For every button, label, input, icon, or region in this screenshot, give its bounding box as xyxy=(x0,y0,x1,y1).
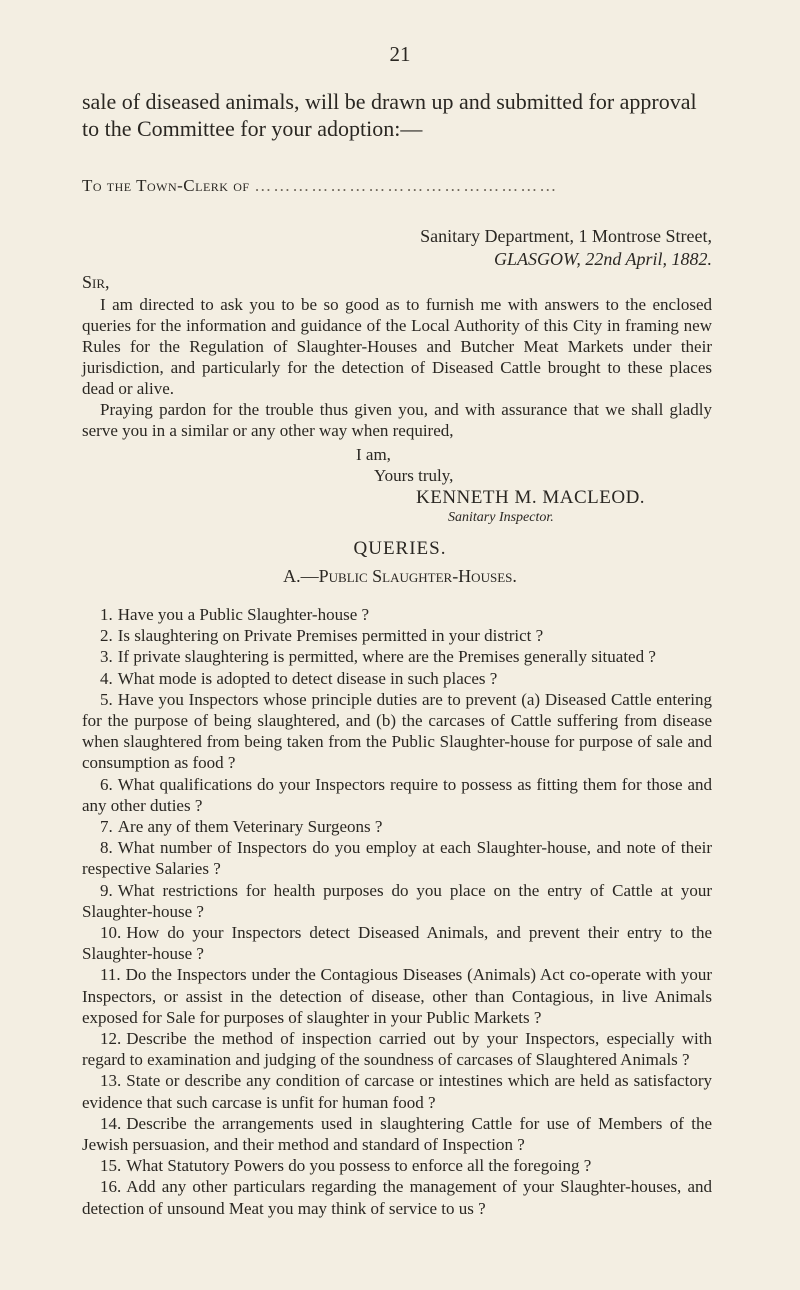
query-number: 12. xyxy=(100,1029,122,1049)
query-text: If private slaughtering is permitted, where are the Premises generally situated ? xyxy=(117,647,656,667)
intro-paragraph: sale of diseased animals, will be drawn up and submitted for approval to the Committee for your adoption:— xyxy=(82,89,697,141)
letter-address: Sanitary Department, 1 Montrose Street, xyxy=(420,226,712,246)
query-item xyxy=(82,625,712,646)
query-number: 14. xyxy=(100,1113,122,1133)
closing-valediction: Yours truly, xyxy=(374,466,454,485)
query-number: 16. xyxy=(100,1177,122,1197)
letter-paragraph: Praying pardon for the trouble thus given you, and with assurance that we shall gladly serve you in a similar or any other way when required, xyxy=(82,400,712,440)
query-text: What Statutory Powers do you possess to enforce all the foregoing ? xyxy=(126,1156,592,1176)
addressee-dots: ………………………………………… xyxy=(254,176,559,195)
query-text: Describe the arrangements used in slaughtering Cattle for use of Members of the Jewish persuasion, and their method and standard of Inspection ? xyxy=(82,1113,712,1155)
query-text: How do your Inspectors detect Diseased Animals, and prevent their entry to the Slaughter-house ? xyxy=(82,923,712,964)
query-text: What number of Inspectors do you employ at each Slaughter-house, and note of their respective Salaries ? xyxy=(82,838,712,879)
closing-line: I am, xyxy=(356,445,391,464)
query-text: Have you Inspectors whose principle duties are to prevent (a) Diseased Cattle entering for the purpose of being slaughtered, and (b) the carcases of Cattle suffering from disease when slaughtered from being taken from the Public Slaughter-house for purpose of sale and consumption as food ? xyxy=(82,689,712,773)
addressee-label: To the Town-Clerk of xyxy=(82,176,250,195)
query-number: 3. xyxy=(100,647,113,667)
query-text: What restrictions for health purposes do you place on the entry of Cattle at your Slaughter-house ? xyxy=(82,880,712,921)
queries-list xyxy=(82,604,712,1219)
letter-place-date: GLASGOW, 22nd April, 1882. xyxy=(493,249,712,269)
query-number: 15. xyxy=(100,1156,122,1176)
query-item xyxy=(82,668,712,689)
query-number: 11. xyxy=(100,965,121,985)
query-text: Add any other particulars regarding the management of your Slaughter-houses, and detection of unsound Meat you may think of service to us ? xyxy=(82,1177,712,1218)
addressee-line xyxy=(82,176,712,196)
query-text: Have you a Public Slaughter-house ? xyxy=(117,605,370,624)
query-number: 10. xyxy=(100,923,122,943)
query-number: 6. xyxy=(100,774,113,794)
letter-body xyxy=(82,294,712,441)
query-item xyxy=(82,774,712,816)
signer-role: Sanitary Inspector. xyxy=(448,510,554,525)
salutation: Sir, xyxy=(82,272,110,292)
query-item xyxy=(82,922,712,964)
query-item xyxy=(82,837,712,879)
query-text: Is slaughtering on Private Premises permitted in your district ? xyxy=(117,626,544,646)
query-number: 1. xyxy=(100,605,113,624)
query-number: 7. xyxy=(100,817,113,837)
query-number: 2. xyxy=(100,626,113,646)
queries-heading: QUERIES. xyxy=(353,538,447,559)
query-text: State or describe any condition of carcase or intestines which are held as satisfactory evidence that such carcase is unfit for human food ? xyxy=(82,1071,712,1112)
letter-paragraph: I am directed to ask you to be so good as to furnish me with answers to the enclosed queries for the information and guidance of the Local Authority of this City in framing new Rules for the Regulation of Slaughter-Houses and Butcher Meat Markets under their jurisdiction, and particularly for the detection of Diseased Cattle brought to these places dead or alive. xyxy=(82,295,712,398)
query-item xyxy=(82,646,712,667)
query-item xyxy=(82,1176,712,1218)
query-text: What mode is adopted to detect disease in such places ? xyxy=(117,668,498,688)
query-item xyxy=(82,816,712,837)
page-number: 21 xyxy=(389,42,411,66)
query-text: Are any of them Veterinary Surgeons ? xyxy=(117,817,383,837)
section-heading: A.—Public Slaughter-Houses. xyxy=(283,566,517,586)
query-item xyxy=(82,604,712,625)
query-item xyxy=(82,964,712,1028)
query-item xyxy=(82,1070,712,1112)
query-item xyxy=(82,1028,712,1070)
query-number: 13. xyxy=(100,1071,122,1091)
query-item xyxy=(82,689,712,774)
query-text: Describe the method of inspection carried out by your Inspectors, especially with regard to examination and judging of the soundness of carcases of Slaughtered Animals ? xyxy=(82,1029,712,1070)
query-number: 8. xyxy=(100,838,113,858)
query-item xyxy=(82,1155,712,1176)
query-number: 9. xyxy=(100,880,113,900)
query-text: Do the Inspectors under the Contagious Diseases (Animals) Act co-operate with your Inspectors, or assist in the detection of disease, other than Contagious, in live Animals exposed for Sale for purposes of slaughter in your Public Markets ? xyxy=(82,965,712,1027)
signer-name: KENNETH M. MACLEOD. xyxy=(416,487,646,508)
query-number: 5. xyxy=(100,689,113,709)
query-number: 4. xyxy=(100,668,113,688)
query-item xyxy=(82,880,712,922)
query-item xyxy=(82,1113,712,1155)
query-text: What qualifications do your Inspectors require to possess as fitting them for those and any other duties ? xyxy=(82,774,712,815)
